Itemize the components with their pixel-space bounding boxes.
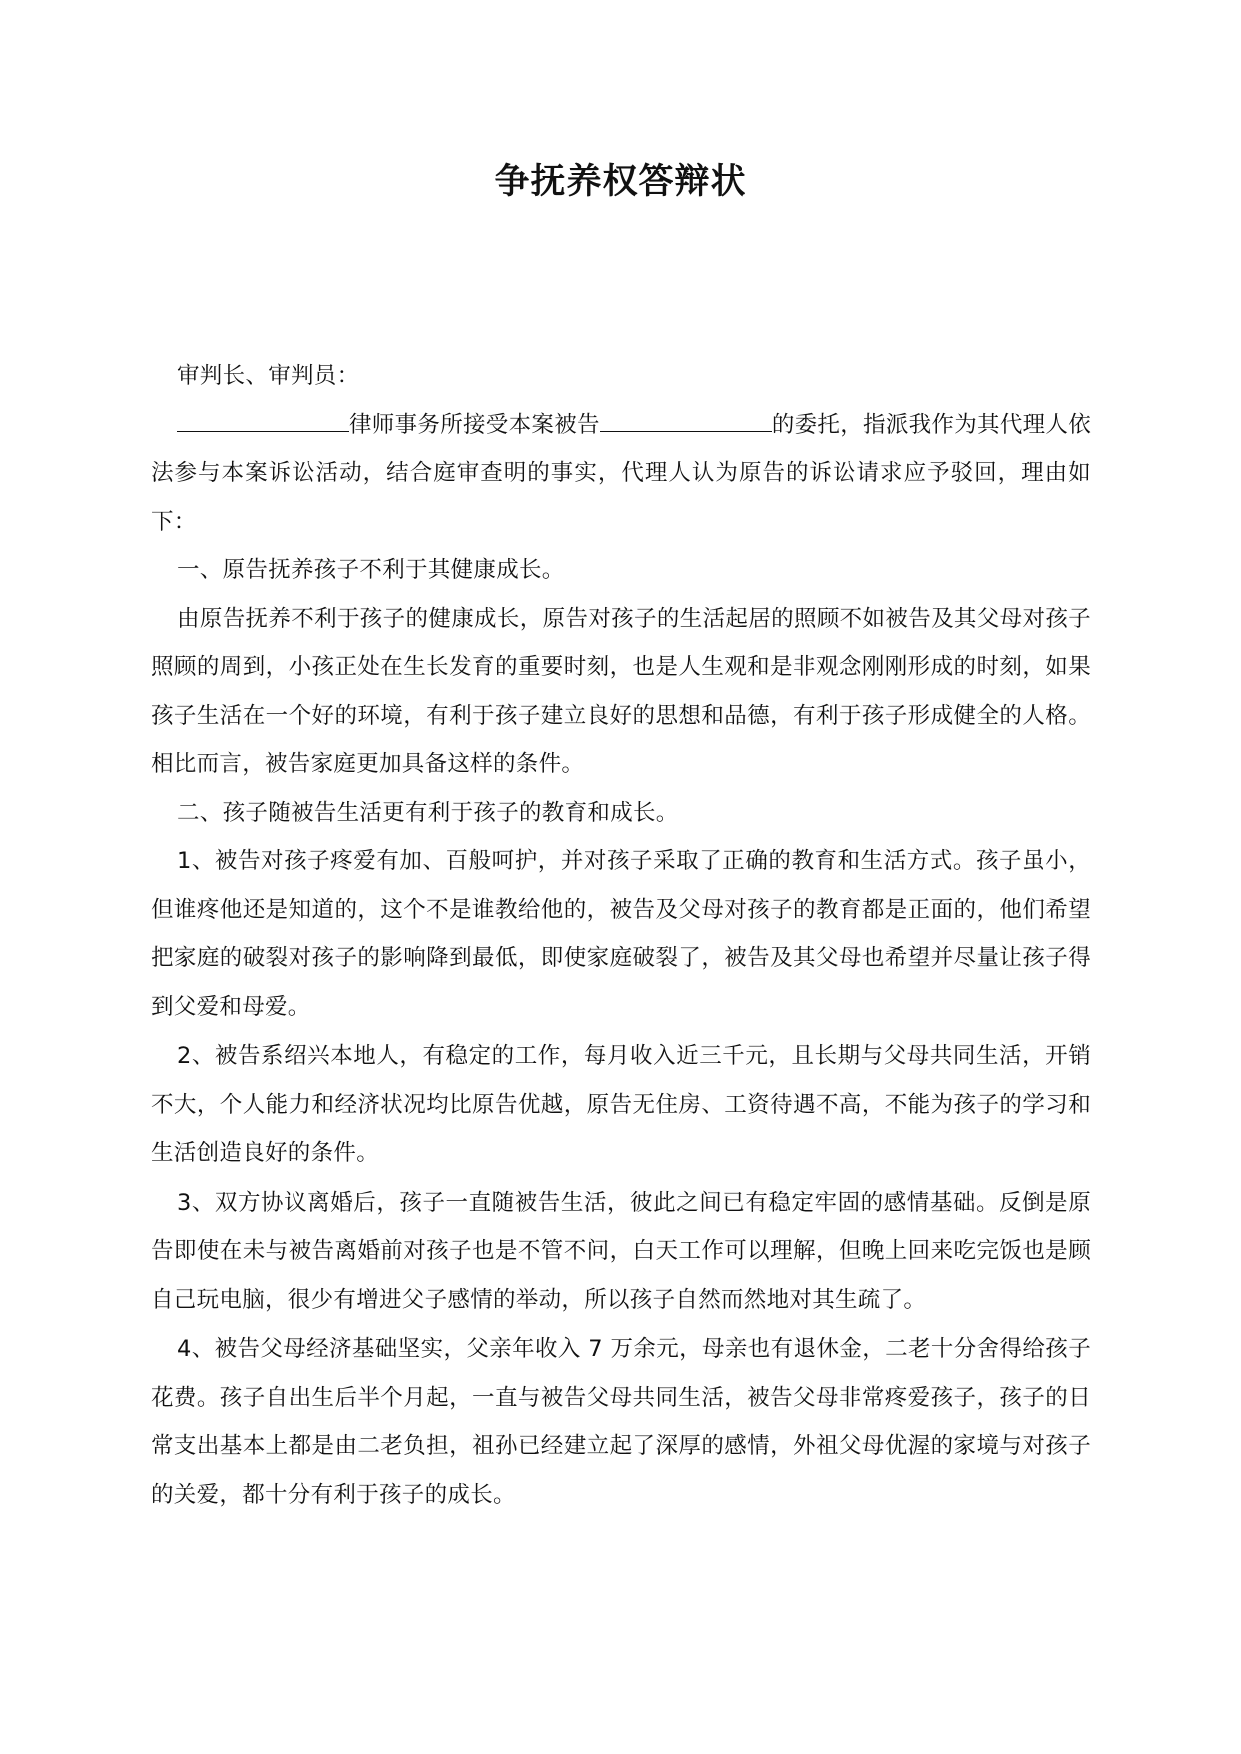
intro-part-1: 律师事务所接受本案被告 bbox=[349, 411, 600, 438]
item-2: 2、被告系绍兴本地人，有稳定的工作，每月收入近三千元，且长期与父母共同生活，开销不大，个人能力和经济状况均比原告优越，原告无住房、工资待遇不高，不能为孩子的学习和生活创造良好的条件。 bbox=[151, 1043, 1091, 1166]
salutation: 审判长、审判员： bbox=[177, 363, 360, 389]
item-3: 3、双方协议离婚后，孩子一直随被告生活，彼此之间已有稳定牢固的感情基础。反倒是原告即使在未与被告离婚前对孩子也是不管不问，白天工作可以理解，但晚上回来吃完饭也是顾自己玩电脑，很少有增进父子感情的举动，所以孩子自然而然地对其生疏了。 bbox=[151, 1189, 1091, 1313]
intro-part-2: 的委托，指派我作为其代理人依法参与本案诉讼活动，结合庭审查明的事实，代理人认为原告的诉讼请求应予驳回，理由如下： bbox=[151, 411, 1092, 535]
point-2-heading: 二、孩子随被告生活更有利于孩子的教育和成长。 bbox=[177, 799, 679, 826]
item-1: 1、被告对孩子疼爱有加、百般呵护，并对孩子采取了正确的教育和生活方式。孩子虽小，但谁疼他还是知道的，这个不是谁教给他的，被告及父母对孩子的教育都是正面的，他们希望把家庭的破裂对孩子的影响降到最低，即使家庭破裂了，被告及其父母也希望并尽量让孩子得到父爱和母爱。 bbox=[151, 848, 1091, 1020]
point-1-heading: 一、原告抚养孩子不利于其健康成长。 bbox=[177, 557, 565, 583]
document-body bbox=[151, 352, 1091, 1519]
point-1-body: 由原告抚养不利于孩子的健康成长，原告对孩子的生活起居的照顾不如被告及其父母对孩子照顾的周到，小孩正处在生长发育的重要时刻，也是人生观和是非观念刚刚形成的时刻，如果孩子生活在一个好的环境，有利于孩子建立良好的思想和品德，有利于孩子形成健全的人格。相比而言，被告家庭更加具备这样的条件。 bbox=[151, 605, 1091, 777]
blank-line-defendant bbox=[600, 409, 772, 432]
intro-paragraph bbox=[151, 401, 1091, 547]
document-title: 争抚养权答辩状 bbox=[494, 162, 747, 202]
item-4: 4、被告父母经济基础坚实，父亲年收入 7 万余元，母亲也有退休金，二老十分舍得给孩子花费。孩子自出生后半个月起，一直与被告父母共同生活，被告父母非常疼爱孩子，孩子的日常支出基本上都是由二老负担，祖孙已经建立起了深厚的感情，外祖父母优渥的家境与对孩子的关爱，都十分有利于孩子的成长。 bbox=[151, 1336, 1091, 1508]
blank-line-law-firm bbox=[177, 409, 349, 432]
